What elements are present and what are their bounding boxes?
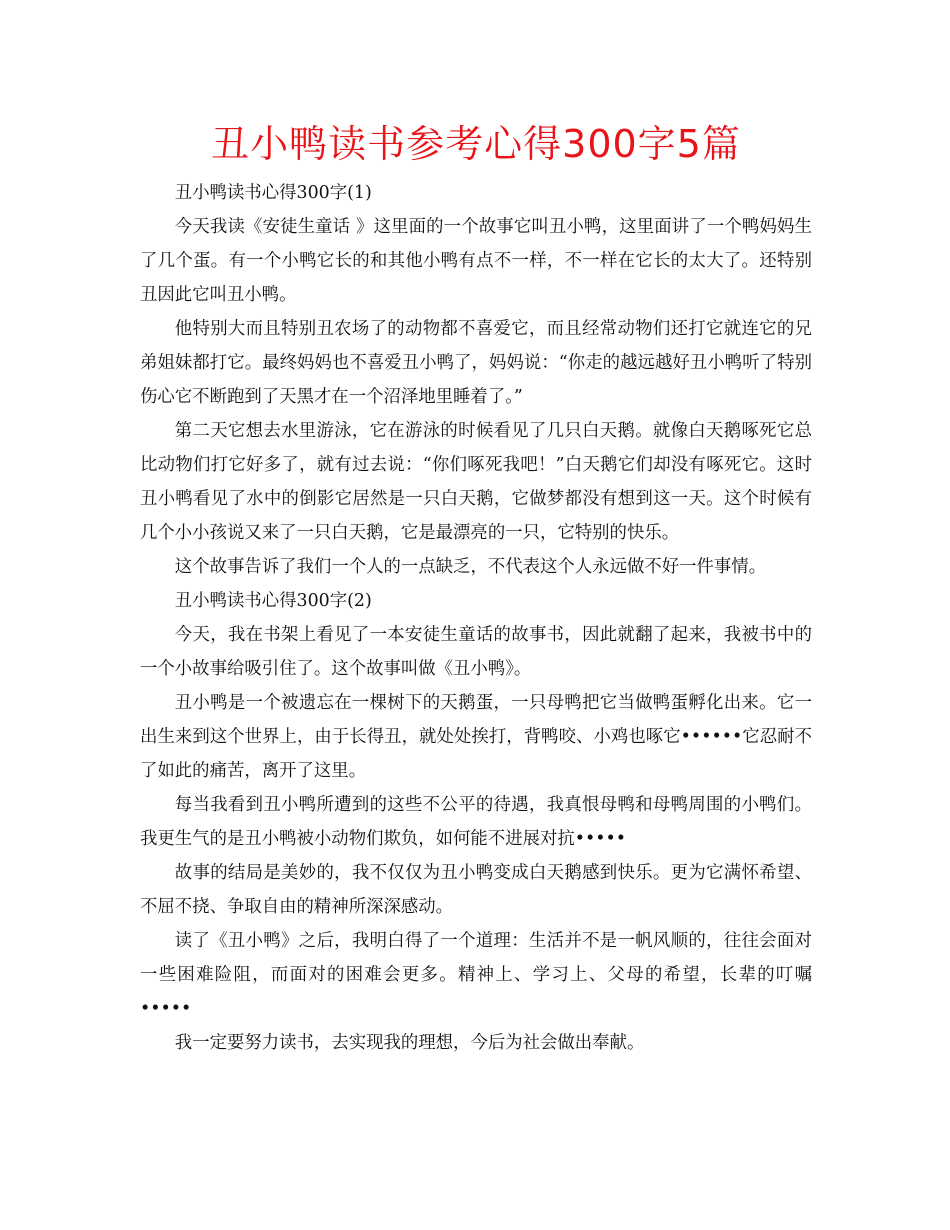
body-paragraph: 第二天它想去水里游泳，它在游泳的时候看见了几只白天鹅。就像白天鹅啄死它总比动物们打它好多了，就有过去说：“你们啄死我吧！”白天鹅它们却没有啄死它。这时丑小鸭看见了水中的倒影它居然是一只白天鹅，它做梦都没有想到这一天。这个时候有几个小小孩说又来了一只白天鹅，它是最漂亮的一只，它特别的快乐。 [140, 421, 812, 543]
body-paragraph: 今天我读《安徒生童话 》这里面的一个故事它叫丑小鸭，这里面讲了一个鸭妈妈生了几个蛋。有一个小鸭它长的和其他小鸭有点不一样，不一样在它长的太大了。还特别丑因此它叫丑小鸭。 [140, 217, 812, 305]
essay-section-1 [140, 176, 812, 584]
body-paragraph: 每当我看到丑小鸭所遭到的这些不公平的待遇，我真恨母鸭和母鸭周围的小鸭们。我更生气的是丑小鸭被小动物们欺负，如何能不进展对抗••••• [140, 795, 812, 849]
body-paragraph: 这个故事告诉了我们一个人的一点缺乏，不代表这个人永远做不好一件事情。 [174, 557, 767, 577]
body-paragraph: 故事的结局是美妙的，我不仅仅为丑小鸭变成白天鹅感到快乐。更为它满怀希望、不屈不挠、争取自由的精神所深深感动。 [140, 863, 812, 917]
section-heading: 丑小鸭读书心得300字(1) [174, 183, 372, 203]
body-paragraph: 今天，我在书架上看见了一本安徒生童话的故事书，因此就翻了起来，我被书中的一个小故事给吸引住了。这个故事叫做《丑小鸭》。 [140, 625, 812, 679]
body-paragraph: 他特别大而且特别丑农场了的动物都不喜爱它，而且经常动物们还打它就连它的兄弟姐妹都打它。最终妈妈也不喜爱丑小鸭了，妈妈说：“你走的越远越好丑小鸭听了特别伤心它不断跑到了天黑才在一个沼泽地里睡着了。” [140, 319, 812, 407]
body-paragraph: 我一定要努力读书，去实现我的理想，今后为社会做出奉献。 [174, 1033, 645, 1053]
essay-section-2 [140, 584, 812, 1060]
document-page [140, 118, 812, 1060]
document-title: 丑小鸭读书参考心得300字5篇 [211, 122, 741, 166]
section-heading: 丑小鸭读书心得300字(2) [174, 591, 372, 611]
body-paragraph: 丑小鸭是一个被遗忘在一棵树下的天鹅蛋，一只母鸭把它当做鸭蛋孵化出来。它一出生来到这个世界上，由于长得丑，就处处挨打，背鸭咬、小鸡也啄它••••••它忍耐不了如此的痛苦，离开了这里。 [140, 693, 812, 781]
body-paragraph: 读了《丑小鸭》之后，我明白得了一个道理：生活并不是一帆风顺的，往往会面对一些困难险阻，而面对的困难会更多。精神上、学习上、父母的希望，长辈的叮嘱••••• [140, 931, 812, 1019]
